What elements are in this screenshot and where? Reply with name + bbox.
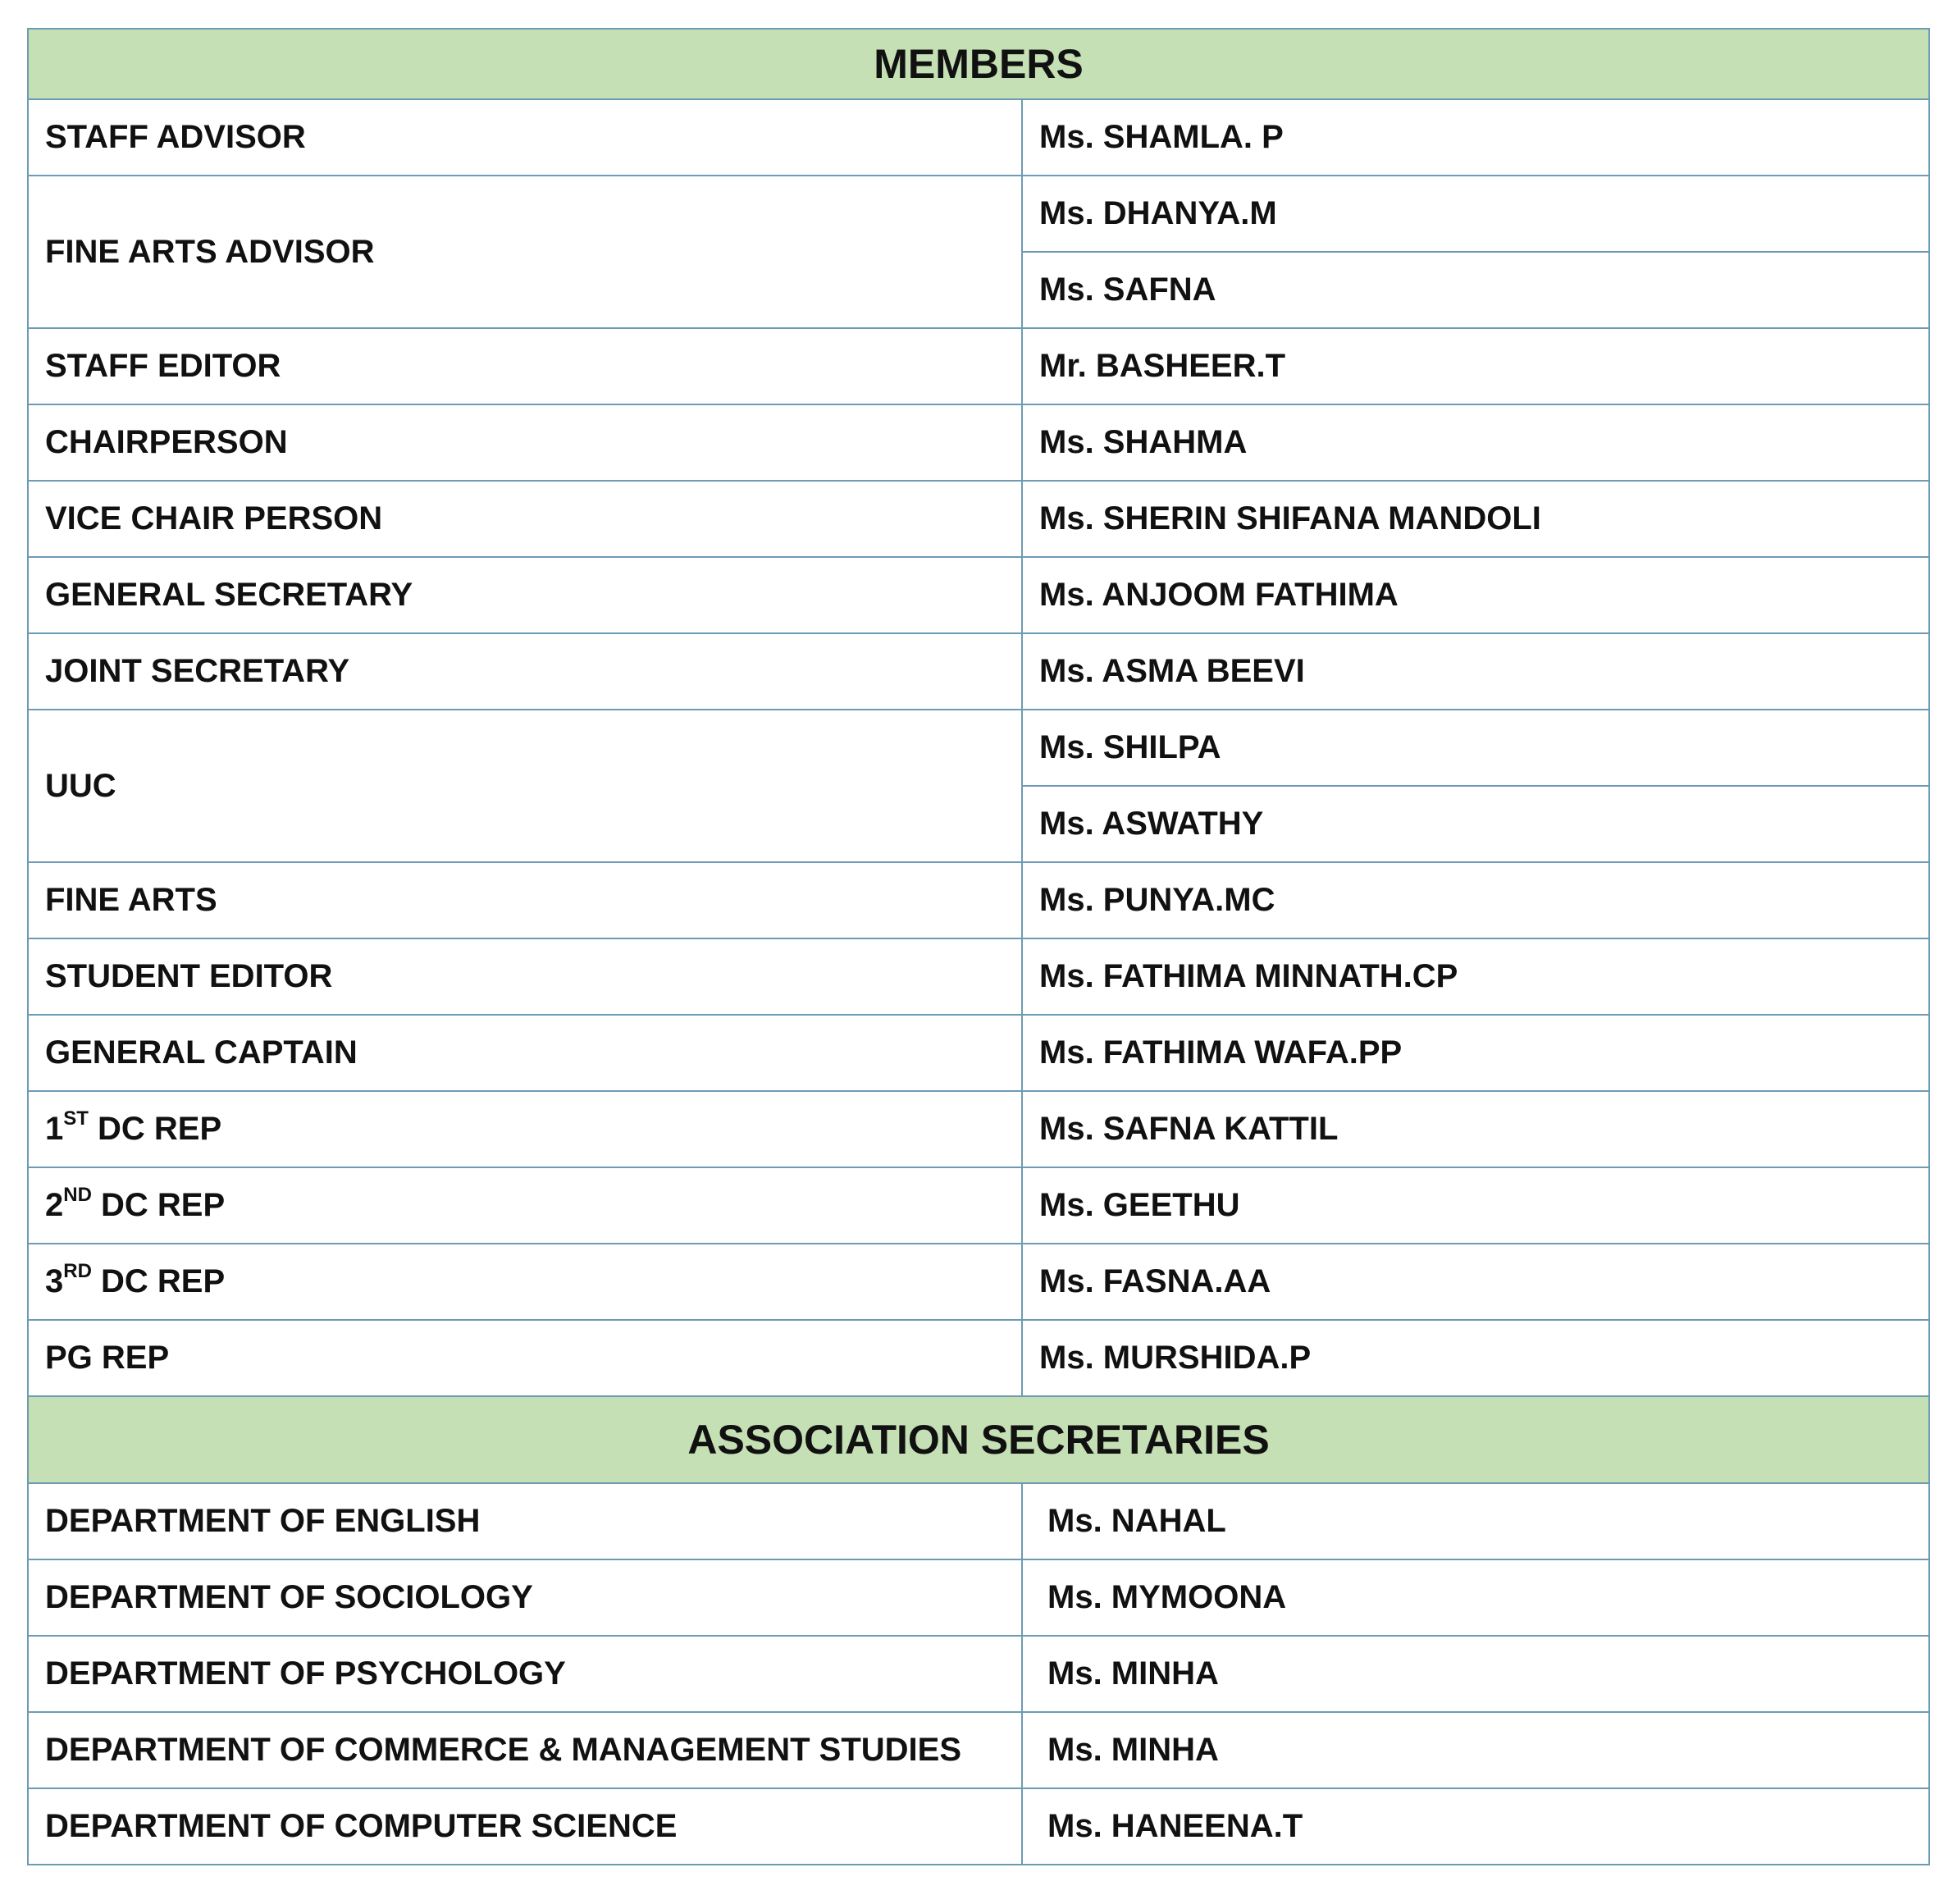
table-row [28,1320,1929,1396]
name-cell: Ms. SAFNA [1022,252,1929,328]
role-cell: UUC [28,710,1022,862]
role-text: DC REP [91,1263,226,1299]
role-cell: VICE CHAIR PERSON [28,481,1022,557]
role-ordinal-suffix: ND [63,1183,92,1206]
name-cell: Ms. GEETHU [1022,1167,1929,1244]
role-text: DC REP [88,1111,222,1147]
secretary-name-cell: Ms. MYMOONA [1022,1559,1929,1636]
name-cell: Ms. ANJOOM FATHIMA [1022,557,1929,633]
name-cell: Ms. FASNA.AA [1022,1244,1929,1320]
role-cell: STUDENT EDITOR [28,938,1022,1015]
table-row [28,328,1929,404]
role-cell [28,1091,1022,1167]
name-cell: Ms. SAFNA KATTIL [1022,1091,1929,1167]
table-row [28,862,1929,938]
role-text: DC REP [91,1187,226,1223]
secretary-name-cell: Ms. MINHA [1022,1636,1929,1712]
role-cell: STAFF EDITOR [28,328,1022,404]
department-cell: DEPARTMENT OF PSYCHOLOGY [28,1636,1022,1712]
table-row [28,633,1929,710]
members-heading: MEMBERS [28,29,1929,99]
name-cell: Mr. BASHEER.T [1022,328,1929,404]
role-number: 2 [45,1187,64,1223]
table-row [28,1559,1929,1636]
members-header-row [28,29,1929,99]
table-row [28,1091,1929,1167]
role-number: 1 [45,1111,64,1147]
department-cell: DEPARTMENT OF ENGLISH [28,1483,1022,1559]
role-cell [28,1244,1022,1320]
name-cell: Ms. ASMA BEEVI [1022,633,1929,710]
table-row [28,404,1929,481]
name-cell: Ms. MURSHIDA.P [1022,1320,1929,1396]
role-cell: CHAIRPERSON [28,404,1022,481]
table-row [28,1788,1929,1865]
table-row [28,1167,1929,1244]
table-row [28,557,1929,633]
role-cell: JOINT SECRETARY [28,633,1022,710]
association-heading: ASSOCIATION SECRETARIES [28,1396,1929,1483]
role-cell: STAFF ADVISOR [28,99,1022,176]
role-cell: FINE ARTS ADVISOR [28,176,1022,328]
role-cell: FINE ARTS [28,862,1022,938]
name-cell: Ms. FATHIMA WAFA.PP [1022,1015,1929,1091]
role-ordinal-suffix: ST [63,1107,89,1130]
role-cell [28,1167,1022,1244]
name-cell: Ms. SHILPA [1022,710,1929,786]
name-cell: Ms. FATHIMA MINNATH.CP [1022,938,1929,1015]
secretary-name-cell: Ms. HANEENA.T [1022,1788,1929,1865]
table-row [28,481,1929,557]
role-cell: GENERAL CAPTAIN [28,1015,1022,1091]
role-cell: GENERAL SECRETARY [28,557,1022,633]
table-row [28,1636,1929,1712]
name-cell: Ms. DHANYA.M [1022,176,1929,252]
department-cell: DEPARTMENT OF COMPUTER SCIENCE [28,1788,1022,1865]
association-header-row [28,1396,1929,1483]
department-cell: DEPARTMENT OF COMMERCE & MANAGEMENT STUDIES [28,1712,1022,1788]
table-row [28,1712,1929,1788]
role-cell: PG REP [28,1320,1022,1396]
department-cell: DEPARTMENT OF SOCIOLOGY [28,1559,1022,1636]
role-ordinal-suffix: RD [63,1259,92,1282]
name-cell: Ms. SHERIN SHIFANA MANDOLI [1022,481,1929,557]
table-row [28,1483,1929,1559]
name-cell: Ms. PUNYA.MC [1022,862,1929,938]
table-row [28,938,1929,1015]
table-row [28,1015,1929,1091]
table-row [28,99,1929,176]
name-cell: Ms. SHAHMA [1022,404,1929,481]
members-table [27,28,1930,1865]
role-number: 3 [45,1263,64,1299]
table-row [28,710,1929,786]
name-cell: Ms. SHAMLA. P [1022,99,1929,176]
secretary-name-cell: Ms. NAHAL [1022,1483,1929,1559]
table-row [28,1244,1929,1320]
secretary-name-cell: Ms. MINHA [1022,1712,1929,1788]
name-cell: Ms. ASWATHY [1022,786,1929,862]
table-row [28,176,1929,252]
